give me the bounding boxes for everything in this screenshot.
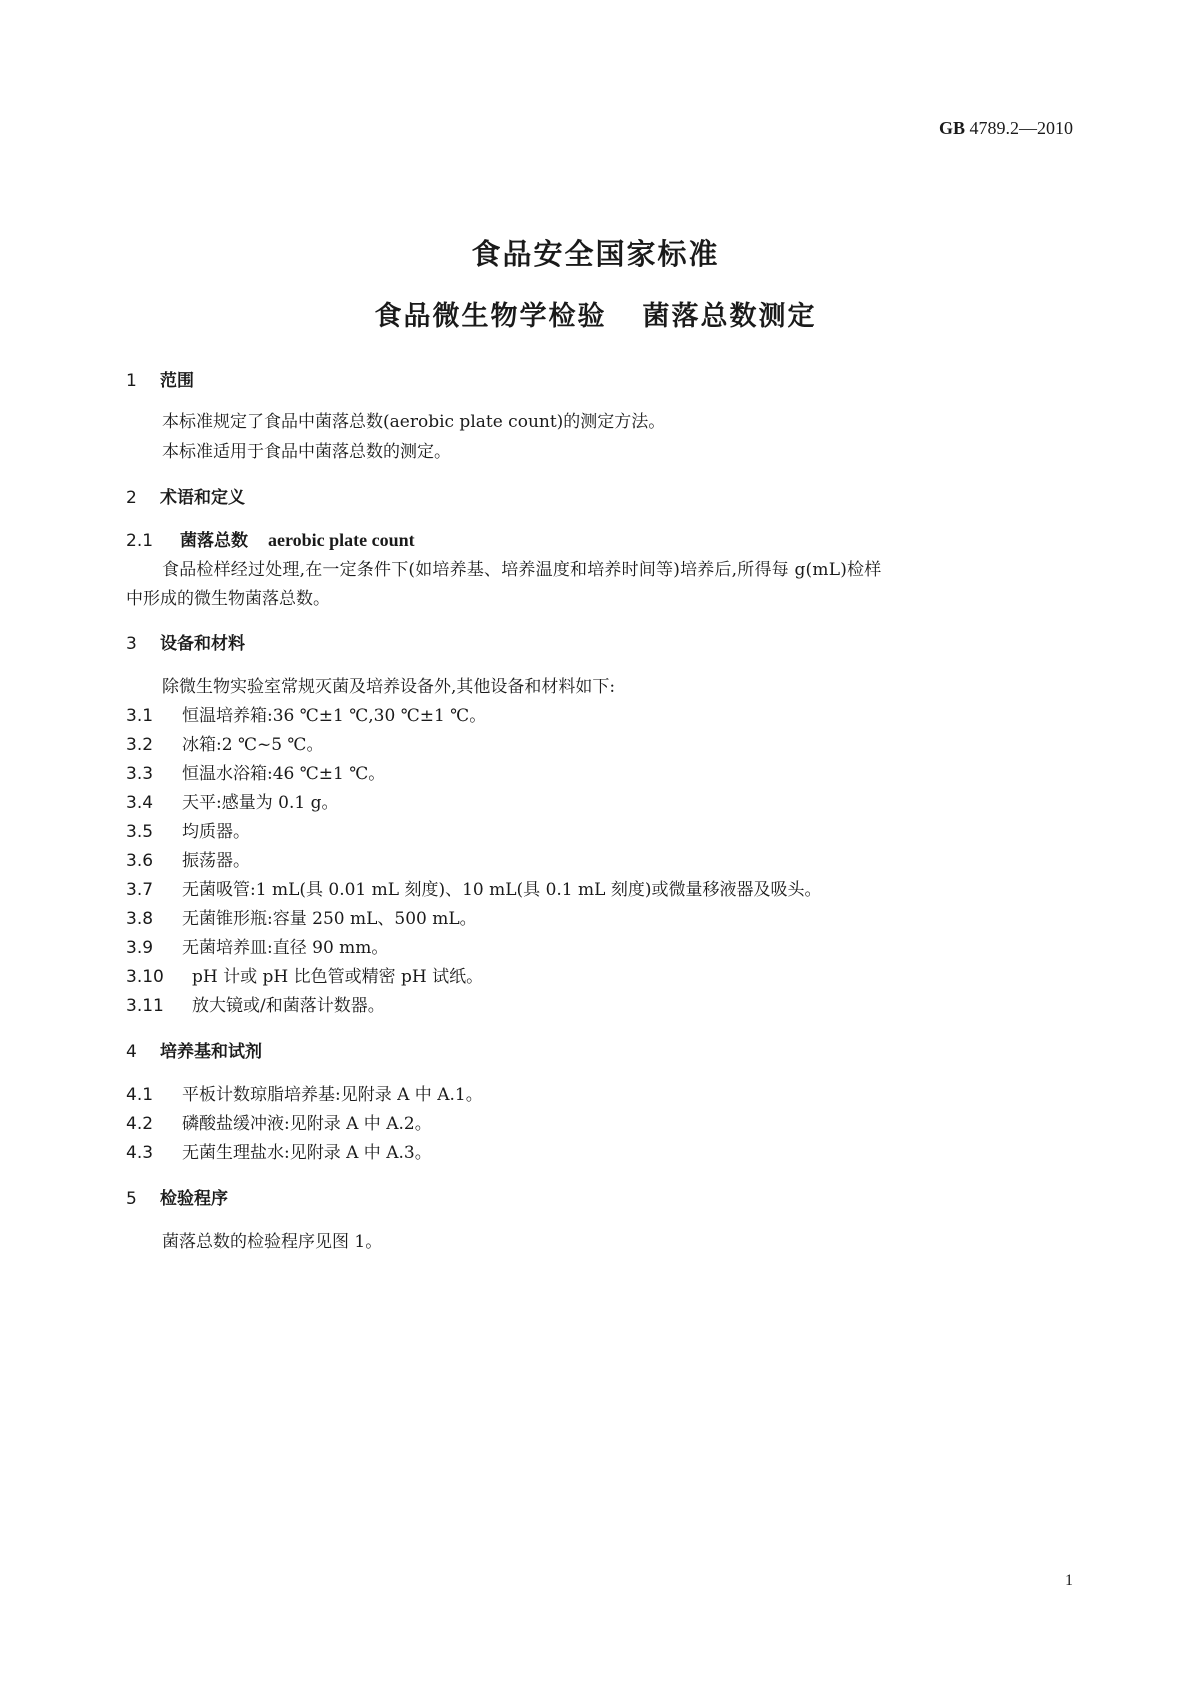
- document-subtitle: [0, 294, 1191, 333]
- list-item: 3.9 无菌培养皿:直径 90 mm。: [126, 938, 389, 958]
- section-2-heading: 2 术语和定义: [126, 488, 245, 508]
- standard-number: 4789.2—2010: [969, 118, 1073, 138]
- subtitle-right: 菌落总数测定: [642, 301, 817, 332]
- standard-code: [939, 118, 1073, 139]
- list-item: 3.7 无菌吸管:1 mL(具 0.01 mL 刻度)、10 mL(具 0.1 mL 刻度)或微量移液器及吸头。: [126, 880, 822, 900]
- section-1-paragraph-1: 本标准规定了食品中菌落总数(aerobic plate count)的测定方法。: [162, 412, 666, 432]
- definition-line-2: 中形成的微生物菌落总数。: [126, 589, 330, 609]
- section-3-heading: 3 设备和材料: [126, 634, 245, 654]
- page-number: 1: [1065, 1572, 1073, 1589]
- list-item: 4.1 平板计数琼脂培养基:见附录 A 中 A.1。: [126, 1085, 483, 1105]
- list-item: 3.2 冰箱:2 ℃~5 ℃。: [126, 735, 324, 755]
- document-title: 食品安全国家标准: [471, 237, 720, 271]
- list-item: 3.11 放大镜或/和菌落计数器。: [126, 996, 385, 1016]
- list-item: 3.8 无菌锥形瓶:容量 250 mL、500 mL。: [126, 909, 477, 929]
- list-item: 3.5 均质器。: [126, 822, 250, 842]
- standard-prefix: GB: [938, 118, 965, 138]
- section-4-heading: 4 培养基和试剂: [126, 1042, 262, 1062]
- section-1-heading: 1 范围: [126, 371, 194, 391]
- list-item: 3.4 天平:感量为 0.1 g。: [126, 793, 339, 813]
- list-item: 3.6 振荡器。: [126, 851, 250, 871]
- list-item: 4.3 无菌生理盐水:见附录 A 中 A.3。: [126, 1143, 432, 1163]
- list-item: 4.2 磷酸盐缓冲液:见附录 A 中 A.2。: [126, 1114, 432, 1134]
- definition-line-1: 食品检样经过处理,在一定条件下(如培养基、培养温度和培养时间等)培养后,所得每 g(mL)检样: [162, 560, 882, 580]
- list-item: 3.3 恒温水浴箱:46 ℃±1 ℃。: [126, 764, 386, 784]
- section-3-intro: 除微生物实验室常规灭菌及培养设备外,其他设备和材料如下:: [162, 677, 616, 697]
- term-english: aerobic plate count: [268, 530, 415, 550]
- list-item: 3.1 恒温培养箱:36 ℃±1 ℃,30 ℃±1 ℃。: [126, 706, 487, 726]
- section-5-heading: 5 检验程序: [126, 1189, 228, 1209]
- list-item: 3.10 pH 计或 pH 比色管或精密 pH 试纸。: [126, 967, 484, 987]
- section-1-paragraph-2: 本标准适用于食品中菌落总数的测定。: [162, 442, 451, 462]
- section-5-paragraph: 菌落总数的检验程序见图 1。: [162, 1232, 383, 1252]
- subtitle-left: 食品微生物学检验: [374, 301, 607, 332]
- section-2-1-heading: 2.1 菌落总数 aerobic plate count: [126, 530, 415, 551]
